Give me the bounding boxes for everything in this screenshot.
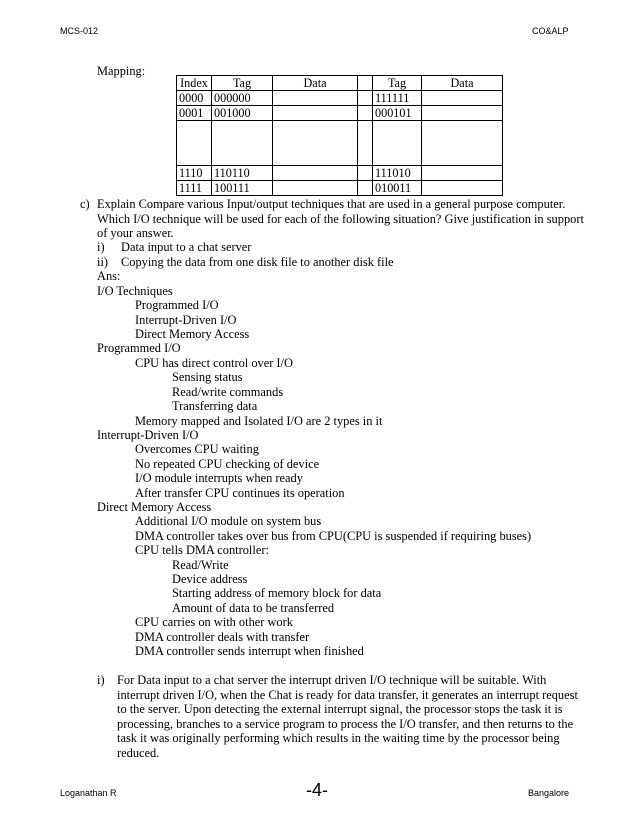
sub-question-label: i) [97,240,105,254]
header-right: CO&ALP [532,26,569,36]
table-cell: 111111 [373,91,422,106]
footer-author: Loganathan R [60,788,117,798]
mapping-label: Mapping: [97,64,146,78]
table-header: Index [177,76,212,91]
table-cell [373,121,422,166]
outline-item: DMA controller sends interrupt when finished [135,644,364,658]
table-cell: 1111 [177,181,212,196]
sub-question-text: Copying the data from one disk file to another disk file [121,255,394,269]
table-cell [422,106,503,121]
question-line: Explain Compare various Input/output techniques that are used in a general purpose computer. [97,197,566,211]
table-header: Data [422,76,503,91]
question-line: of your answer. [97,226,174,240]
answer-part-label: i) [97,673,105,687]
table-cell [273,166,358,181]
answer-paragraph-line: task it was originally performing which results in the waiting time by the processor being [117,731,560,745]
table-cell: 010011 [373,181,422,196]
table-cell [422,181,503,196]
outline-item: Overcomes CPU waiting [135,442,259,456]
table-cell: 1110 [177,166,212,181]
outline-item: CPU tells DMA controller: [135,543,269,557]
outline-subitem: Read/Write [172,558,229,572]
answer-paragraph-line: reduced. [117,746,160,760]
header-left: MCS-012 [60,26,99,36]
table-row [177,106,503,121]
table-cell [273,121,358,166]
table-cell [177,121,212,166]
outline-heading: I/O Techniques [97,284,173,298]
outline-item: Additional I/O module on system bus [135,514,322,528]
table-cell [422,91,503,106]
outline-subitem: Device address [172,572,248,586]
answer-paragraph-line: interrupt driven I/O, when the Chat is ready for data transfer, it generates an interrupt request [117,688,578,702]
outline-subitem: Sensing status [172,370,243,384]
outline-item: DMA controller takes over bus from CPU(CPU is suspended if requiring buses) [135,529,532,543]
table-cell [273,106,358,121]
answer-paragraph-line: For Data input to a chat server the interrupt driven I/O technique will be suitable. With [117,673,547,687]
table-cell [273,181,358,196]
table-cell [212,121,273,166]
table-cell: 100111 [212,181,273,196]
table-row [177,121,503,166]
outline-heading: Direct Memory Access [97,500,212,514]
table-header: Tag [212,76,273,91]
outline-subitem: Transferring data [172,399,258,413]
outline-subitem: Amount of data to be transferred [172,601,335,615]
answer-paragraph-line: processing, branches to a service program to process the I/O transfer, and then returns to the [117,717,574,731]
page-number: -4- [306,780,328,800]
outline-item: CPU carries on with other work [135,615,293,629]
outline-item: After transfer CPU continues its operation [135,486,345,500]
table-row [177,181,503,196]
outline-item: No repeated CPU checking of device [135,457,320,471]
table-row [177,166,503,181]
sub-question-label: ii) [97,255,109,269]
question-line: Which I/O technique will be used for each of the following situation? Give justification in support [97,212,584,226]
table-header: Data [273,76,358,91]
footer-location: Bangalore [528,788,570,798]
question-label: c) [80,197,90,211]
outline-item: DMA controller deals with transfer [135,630,310,644]
outline-item: Direct Memory Access [135,327,250,341]
table-cell [273,91,358,106]
outline-item: Programmed I/O [135,298,219,312]
outline-subitem: Starting address of memory block for data [172,586,382,600]
table-cell: 001000 [212,106,273,121]
outline-heading: Interrupt-Driven I/O [97,428,199,442]
table-cell: 111010 [373,166,422,181]
outline-item: Memory mapped and Isolated I/O are 2 types in it [135,414,383,428]
table-cell [422,121,503,166]
answer-paragraph-line: to the server. Upon detecting the external interrupt signal, the processor stops the task it is [117,702,563,716]
answer-label: Ans: [97,269,121,283]
outline-item: CPU has direct control over I/O [135,356,293,370]
mapping-table [176,75,503,196]
table-header-row [177,76,503,91]
outline-item: I/O module interrupts when ready [135,471,303,485]
table-cell [422,166,503,181]
outline-heading: Programmed I/O [97,341,181,355]
outline-item: Interrupt-Driven I/O [135,313,237,327]
table-cell: 000000 [212,91,273,106]
table-row [177,91,503,106]
table-cell: 110110 [212,166,273,181]
outline-subitem: Read/write commands [172,385,284,399]
sub-question-text: Data input to a chat server [121,240,252,254]
table-cell: 0000 [177,91,212,106]
table-cell: 000101 [373,106,422,121]
table-header: Tag [373,76,422,91]
table-cell: 0001 [177,106,212,121]
